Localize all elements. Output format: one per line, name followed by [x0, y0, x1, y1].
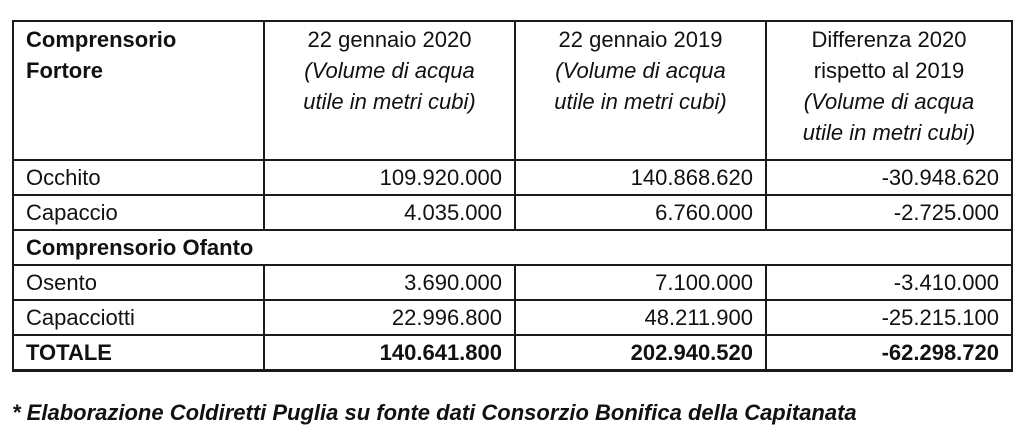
- section-row-ofanto: [13, 230, 1012, 265]
- section-title: Comprensorio Ofanto: [13, 230, 1012, 265]
- row-name: Occhito: [13, 160, 264, 195]
- row-value-2019: 48.211.900: [515, 300, 766, 335]
- header-col4-line3: (Volume di acqua: [803, 89, 975, 114]
- row-value-2019: 140.868.620: [515, 160, 766, 195]
- header-col4-line2: rispetto al 2019: [813, 58, 965, 83]
- header-col2-line2: (Volume di acqua: [304, 58, 475, 83]
- header-col4-line1: Differenza 2020: [811, 27, 967, 52]
- row-value-2019: 7.100.000: [515, 265, 766, 300]
- table-row: [13, 160, 1012, 195]
- header-2020: [264, 21, 515, 160]
- header-differenza: [766, 21, 1012, 160]
- table-header-row: [13, 21, 1012, 160]
- row-difference: -2.725.000: [766, 195, 1012, 230]
- source-footnote: * Elaborazione Coldiretti Puglia su fonte dati Consorzio Bonifica della Capitanata: [12, 400, 857, 425]
- total-value-2020: 140.641.800: [264, 335, 515, 371]
- table-row: [13, 300, 1012, 335]
- header-col3-line2: (Volume di acqua: [555, 58, 726, 83]
- row-name: Capaccio: [13, 195, 264, 230]
- row-difference: -3.410.000: [766, 265, 1012, 300]
- table-row: [13, 195, 1012, 230]
- row-difference: -25.215.100: [766, 300, 1012, 335]
- row-difference: -30.948.620: [766, 160, 1012, 195]
- total-label: TOTALE: [13, 335, 264, 371]
- header-comprensorio-fortore: [13, 21, 264, 160]
- total-value-2019: 202.940.520: [515, 335, 766, 371]
- row-value-2020: 109.920.000: [264, 160, 515, 195]
- header-col4-line4: utile in metri cubi): [802, 120, 976, 145]
- header-col3-line1: 22 gennaio 2019: [558, 27, 723, 52]
- header-col2-line1: 22 gennaio 2020: [307, 27, 472, 52]
- header-col3-line3: utile in metri cubi): [554, 89, 727, 114]
- water-volume-table: [12, 20, 1013, 372]
- row-value-2020: 3.690.000: [264, 265, 515, 300]
- total-row: [13, 335, 1012, 371]
- table-row: [13, 265, 1012, 300]
- total-difference: -62.298.720: [766, 335, 1012, 371]
- header-col1-line2: Fortore: [26, 58, 103, 83]
- row-value-2020: 4.035.000: [264, 195, 515, 230]
- header-col2-line3: utile in metri cubi): [303, 89, 476, 114]
- row-value-2019: 6.760.000: [515, 195, 766, 230]
- row-name: Capacciotti: [13, 300, 264, 335]
- row-value-2020: 22.996.800: [264, 300, 515, 335]
- row-name: Osento: [13, 265, 264, 300]
- header-2019: [515, 21, 766, 160]
- header-col1-line1: Comprensorio: [26, 27, 177, 52]
